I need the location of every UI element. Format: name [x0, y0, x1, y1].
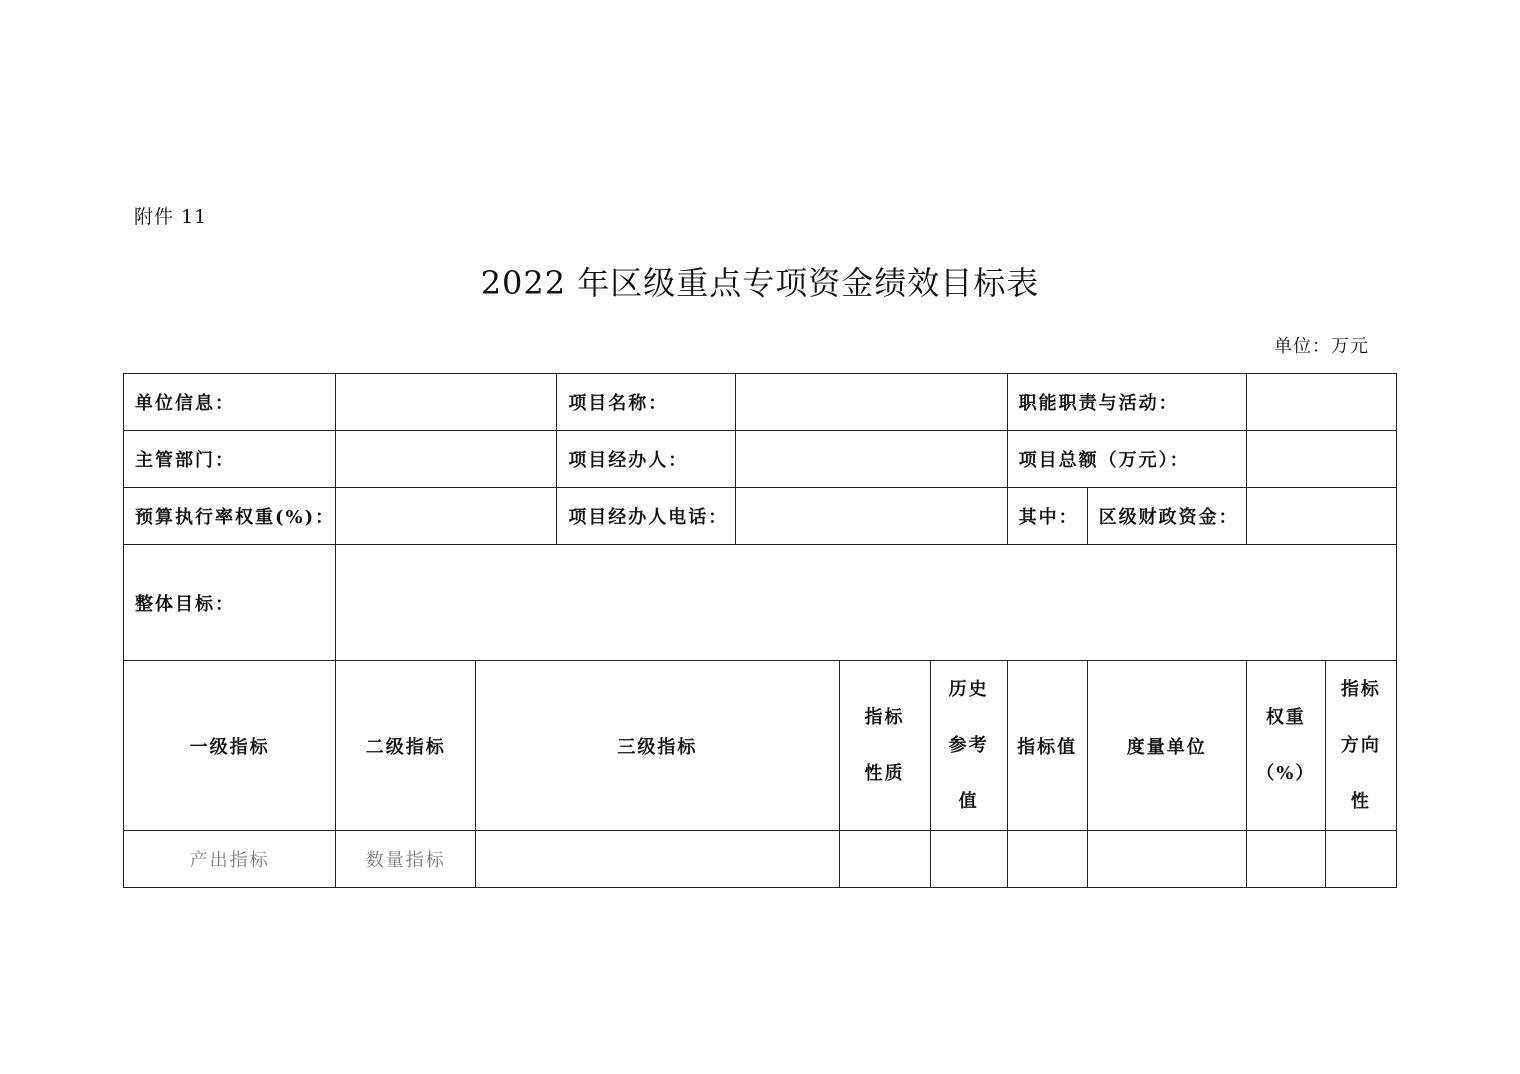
unit-label: 单位：万元	[1274, 336, 1369, 357]
project-name-field[interactable]	[736, 374, 1007, 431]
info-row-1	[124, 374, 1397, 431]
budget-rate-label: 预算执行率权重(%)：	[124, 488, 336, 545]
col-weight-line-1: 权重	[1265, 706, 1306, 728]
row-direction-field[interactable]	[1325, 831, 1396, 888]
total-field[interactable]	[1246, 431, 1396, 488]
row-history-field[interactable]	[930, 831, 1007, 888]
overall-goal-field[interactable]	[336, 545, 1397, 661]
row-level3-field[interactable]	[476, 831, 839, 888]
col-history	[930, 661, 1007, 831]
overall-goal-row	[124, 545, 1397, 661]
unit-info-field[interactable]	[336, 374, 557, 431]
row-measure-unit-field[interactable]	[1087, 831, 1246, 888]
col-measure-unit: 度量单位	[1087, 661, 1246, 831]
row-value-field[interactable]	[1007, 831, 1087, 888]
col-direction-line-3: 性	[1350, 790, 1371, 812]
col-direction	[1325, 661, 1396, 831]
info-row-3	[124, 488, 1397, 545]
handler-label: 项目经办人：	[557, 431, 736, 488]
row-weight-field[interactable]	[1246, 831, 1325, 888]
col-direction-line-1: 指标	[1340, 678, 1381, 700]
col-value: 指标值	[1007, 661, 1087, 831]
department-label: 主管部门：	[124, 431, 336, 488]
handler-phone-field[interactable]	[736, 488, 1007, 545]
handler-field[interactable]	[736, 431, 1007, 488]
unit-info-label: 单位信息：	[124, 374, 336, 431]
col-nature-line-1: 指标	[864, 706, 905, 728]
district-fund-field[interactable]	[1246, 488, 1396, 545]
project-name-label: 项目名称：	[557, 374, 736, 431]
among-label: 其中：	[1007, 488, 1087, 545]
col-weight-line-2: （%）	[1256, 762, 1316, 784]
row-level2: 数量指标	[336, 831, 476, 888]
col-history-line-3: 值	[958, 790, 979, 812]
row-nature-field[interactable]	[839, 831, 930, 888]
total-label: 项目总额（万元）：	[1007, 431, 1246, 488]
budget-rate-field[interactable]	[336, 488, 557, 545]
performance-target-table	[123, 373, 1397, 888]
table-row	[124, 831, 1397, 888]
info-row-2	[124, 431, 1397, 488]
duties-field[interactable]	[1246, 374, 1396, 431]
duties-label: 职能职责与活动：	[1007, 374, 1246, 431]
annex-label: 附件 11	[134, 206, 208, 228]
column-header-row	[124, 661, 1397, 831]
page-title: 2022 年区级重点专项资金绩效目标表	[480, 264, 1040, 302]
col-weight	[1246, 661, 1325, 831]
col-level2: 二级指标	[336, 661, 476, 831]
col-level3: 三级指标	[476, 661, 839, 831]
handler-phone-label: 项目经办人电话：	[557, 488, 736, 545]
col-history-line-2: 参考	[948, 734, 989, 756]
col-nature-line-2: 性质	[864, 762, 905, 784]
district-fund-label: 区级财政资金：	[1087, 488, 1246, 545]
row-level1: 产出指标	[124, 831, 336, 888]
department-field[interactable]	[336, 431, 557, 488]
col-direction-line-2: 方向	[1340, 734, 1381, 756]
overall-goal-label: 整体目标：	[124, 545, 336, 661]
col-history-line-1: 历史	[948, 678, 989, 700]
col-level1: 一级指标	[124, 661, 336, 831]
col-nature	[839, 661, 930, 831]
